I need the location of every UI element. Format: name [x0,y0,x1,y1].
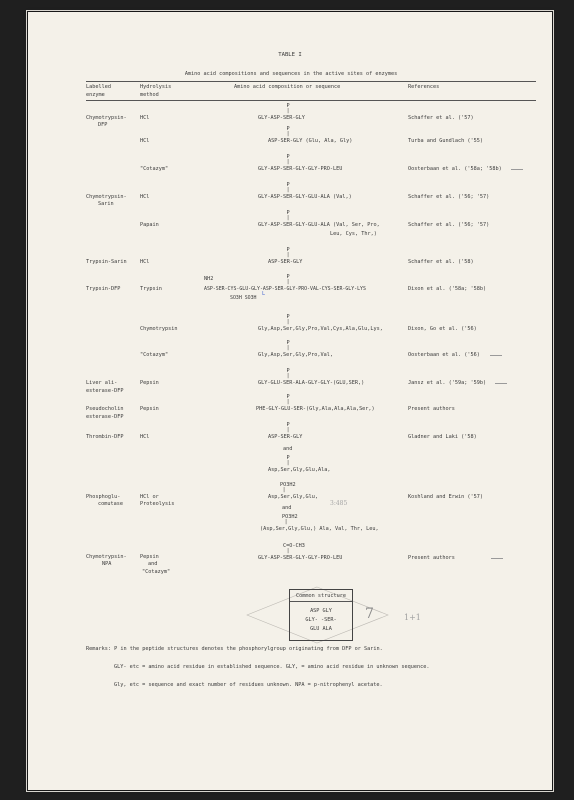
header-references: References [408,84,440,90]
row6-enzyme: Trypsin-DFP [86,286,121,292]
pencil-mark [490,355,502,356]
row5-sequence: ASP-SER-GLY [268,259,303,265]
row13-method-2: and [148,561,158,567]
pencil-mark [495,383,507,384]
row3-enzyme-2: Sarin [98,201,114,207]
row2-reference: Oosterbaan et al. ('58a; '58b) [408,166,502,172]
row4-sequence-1: GLY-ASP-SER-GLY-GLU-ALA (Val, Ser, Pro, [258,222,380,228]
row2-method: "Cotazym" [140,166,169,172]
row12-sequence-2: (Asp,Ser,Gly,Glu,) Ala, Val, Thr, Leu, [260,526,379,532]
row6-sulfonate: SO3H SO3H [230,295,257,301]
blue-pen-mark: L [262,291,266,297]
row7-p: P [286,314,290,320]
row6-reference: Dixon et al. ('58a; '58b) [408,286,487,292]
remark-2: GLY- etc = amino acid residue in established sequence. GLY, = amino acid residue in unknown sequence. [114,664,430,670]
row7-reference: Dixon, Go et al. ('56) [408,326,477,332]
row10-enzyme-1: Pseudocholin [86,406,124,412]
pencil-note-a: 7 [365,606,374,622]
header-enzyme-2: enzyme [86,92,105,98]
row8-reference: Oosterbaan et al. ('56) [408,352,480,358]
row6-prefix: NH2 [204,276,214,282]
row0-sequence: GLY-ASP-SER-GLY [258,115,305,121]
row10-enzyme-2: esterase-DFP [86,414,124,420]
row10-reference: Present authors [408,406,455,412]
row12-enzyme-1: Phosphoglu- [86,494,121,500]
row10-p: P [286,394,290,400]
row11-method: HCl [140,434,150,440]
row7-method: Chymotrypsin [140,326,178,332]
header-enzyme-1: Labelled [86,84,111,90]
common-structure-box [289,589,353,641]
row12-enzyme-2: comutase [98,501,123,507]
pencil-mark [491,558,503,559]
row12-and: and [282,505,292,511]
row1-sequence: ASP-SER-GLY (Glu, Ala, Gly) [268,138,353,144]
row12-method-2: Proteolysis [140,501,175,507]
row9-enzyme-2: esterase-DFP [86,388,124,394]
row4-method: Papain [140,222,159,228]
header-method-2: method [140,92,159,98]
row13-sequence: GLY-ASP-SER-GLY-GLY-PRO-LEU [258,555,343,561]
table-subtitle: Amino acid compositions and sequences in the active sites of enzymes [184,71,398,77]
row11-p: P [286,422,290,428]
row0-enzyme-2: DFP [98,122,108,128]
row13-enzyme-1: Chymotrypsin- [86,554,127,560]
pencil-mark [511,169,523,170]
common-structure-line2: GLY- -SER- [305,617,337,623]
row0-method: HCl [140,115,150,121]
row1-reference: Turba and Gundlach ('55) [408,138,483,144]
row5-reference: Schaffer et al. ('58) [408,259,474,265]
row0-p: P [286,103,290,109]
row4-sequence-2: Leu, Cys, Thr,) [330,231,377,237]
row11-and: and [283,446,293,452]
row11-sequence-1: ASP-SER-GLY [268,434,303,440]
row13-method-1: Pepsin [140,554,159,560]
row9-sequence: GLY-GLU-SER-ALA-GLY-GLY-(GLU,SER,) [258,380,365,386]
row0-reference: Schaffer et al. ('57) [408,115,474,121]
row13-enzyme-2: NPA [102,561,112,567]
table-title: TABLE I [278,52,302,58]
row12-sequence-1: Asp,Ser,Gly,Glu, [268,494,318,500]
row9-reference: Jansz et al. ('59a; '59b) [408,380,487,386]
row9-enzyme-1: Liver ali- [86,380,118,386]
row8-method: "Cotazym" [140,352,169,358]
row8-p: P [286,340,290,346]
row6-sequence: ASP-SER-CYS-GLU-GLY-ASP-SER-GLY-PRO-VAL-CYS-SER-GLY-LYS [204,286,366,292]
row0-enzyme-1: Chymotrypsin- [86,115,127,121]
row5-p: P [286,247,290,253]
row5-enzyme: Trypsin-Sarin [86,259,127,265]
row4-p: P [286,210,290,216]
row3-p: P [286,182,290,188]
header-sequence: Amino acid composition or sequence [234,84,341,90]
row12-method-1: HCl or [140,494,159,500]
row9-method: Pepsin [140,380,159,386]
row1-p: P [286,126,290,132]
document-page: TABLE I Amino acid compositions and sequences in the active sites of enzymes Labelled enzyme Hydrolysis method Amino acid composition or sequence References Chymotrypsin- DFP HCl P | GLY-ASP-SER-GLY Schaffer et al. ('57) HCl P | ASP-SER-GLY (Glu, Ala, Gly) Turba and Gundlach ('55) "Cotazym" P | GLY-ASP-SER-GLY-GLY-PRO-LEU Oosterbaan et al. ('58a; '58b) Chymotrypsin- Sarin HCl P | GLY-ASP-SER-GLY-GLU-ALA (Val,) Schaffer et al. ('56; '57) Papain P | GLY-ASP-SER-GLY-GLU-ALA (Val, Ser, Pro, Leu, Cys, Thr,) Schaffer et al. ('56; '57) Trypsin-Sarin HCl P | ASP-SER-GLY Schaffer et al. ('58) Trypsin-DFP Trypsin NH2 P | ASP-SER-CYS-GLU-GLY-ASP-SER-GLY-PRO-VAL-CYS-SER-GLY-LYS SO3H SO3H L Dixon et al. ('58a; '58b) Chymotrypsin P | Gly,Asp,Ser,Gly,Pro,Val,Cys,Ala,Glu,Lys, Dixon, Go et al. ('56) "Cotazym" P | Gly,Asp,Ser,Gly,Pro,Val, Oosterbaan et al. ('56) Liver ali- esterase-DFP Pepsin P | GLY-GLU-SER-ALA-GLY-GLY-(GLU,SER,) Jansz et al. ('59a; '59b) Pseudocholin esterase-DFP Pepsin P | PHE-GLY-GLU-SER-(Gly,Ala,Ala,Ala,Ser,) Present authors Thrombin-DFP HCl P | ASP-SER-GLY and P | Asp,Ser,Gly,Glu,Ala, Gladner and Laki ('58) Phosphoglu- comutase HCl or Proteolysis PO3H2 | Asp,Ser,Gly,Glu, and PO3H2 | (Asp,Ser,Gly,Glu,) Ala, Val, Thr, Leu, Koshland and Erwin ('57) 3:485 Chymotrypsin- NPA Pepsin and "Cotazym" C=O-CH3 | GLY-ASP-SER-GLY-GLY-PRO-LEU Present authors Common structure ASP GLY GLY- -SER- GLU ALA 7 1+1 Remarks: P in the peptide structures denotes the phosphorylgroup originating from DFP or Sarin. GLY- etc = amino acid residue in established sequence. GLY, = amino acid residue in unknown sequence. Gly, etc = sequence and exact number of residues unknown. NPA = p-nitrophenyl acetate. [28,12,552,790]
header-rule-top [86,81,536,82]
row11-enzyme: Thrombin-DFP [86,434,124,440]
row3-method: HCl [140,194,150,200]
row2-p: P [286,154,290,160]
row10-method: Pepsin [140,406,159,412]
row7-sequence: Gly,Asp,Ser,Gly,Pro,Val,Cys,Ala,Glu,Lys, [258,326,383,332]
row13-reference: Present authors [408,555,455,561]
row3-sequence: GLY-ASP-SER-GLY-GLU-ALA (Val,) [258,194,352,200]
row3-enzyme-1: Chymotrypsin- [86,194,127,200]
common-structure-line1: ASP GLY [310,608,332,614]
remark-3: Gly, etc = sequence and exact number of residues unknown. NPA = p-nitrophenyl acetate. [114,682,383,688]
row10-sequence: PHE-GLY-GLU-SER-(Gly,Ala,Ala,Ala,Ser,) [256,406,375,412]
row6-p: P [286,274,290,280]
common-structure-title: Common structure [296,593,346,599]
row11-sequence-2: Asp,Ser,Gly,Glu,Ala, [268,467,331,473]
row11-reference: Gladner and Laki ('58) [408,434,477,440]
header-method-1: Hydrolysis [140,84,172,90]
row13-acetyl: C=O-CH3 [283,543,305,549]
row6-method: Trypsin [140,286,162,292]
row13-method-3: "Cotazym" [142,569,171,575]
pencil-note-c: 3:485 [330,500,348,507]
row3-reference: Schaffer et al. ('56; '57) [408,194,490,200]
header-rule-bottom [86,100,536,101]
remark-1: Remarks: P in the peptide structures denotes the phosphorylgroup originating from DFP or Sarin. [86,646,383,652]
row4-reference: Schaffer et al. ('56; '57) [408,222,490,228]
row8-sequence: Gly,Asp,Ser,Gly,Pro,Val, [258,352,333,358]
pencil-note-b: 1+1 [404,613,421,622]
row2-sequence: GLY-ASP-SER-GLY-GLY-PRO-LEU [258,166,343,172]
row9-p: P [286,368,290,374]
row1-method: HCl [140,138,150,144]
row12-reference: Koshland and Erwin ('57) [408,494,483,500]
row5-method: HCl [140,259,150,265]
common-structure-line3: GLU ALA [310,626,332,632]
row12-p: PO3H2 [280,482,296,488]
